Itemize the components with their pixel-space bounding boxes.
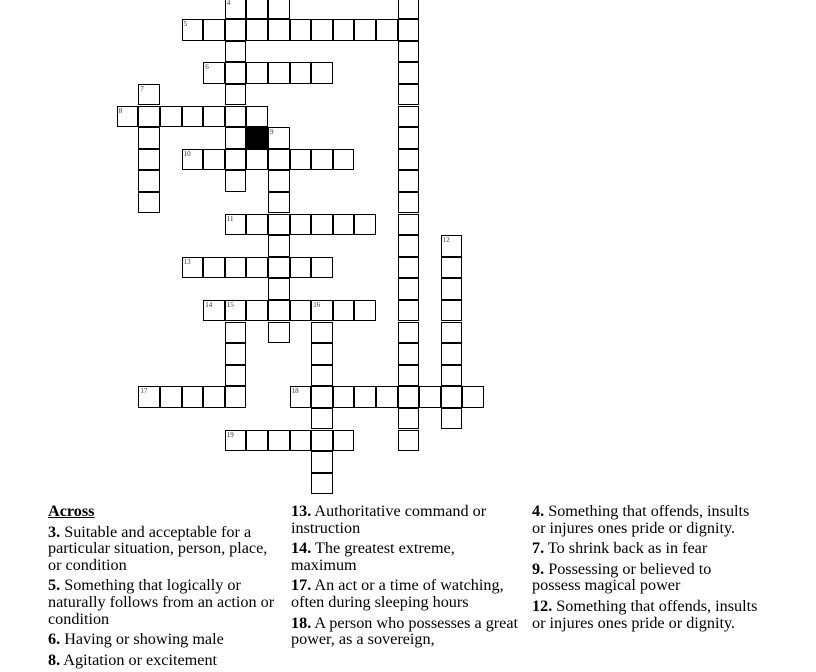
grid-cell[interactable]: [441, 408, 463, 430]
grid-cell[interactable]: [441, 278, 463, 300]
clue: [291, 577, 519, 610]
grid-cell[interactable]: [441, 235, 463, 257]
clue: [48, 524, 276, 574]
clues-column-1: [48, 503, 276, 672]
grid-cell[interactable]: [138, 149, 160, 171]
cell-number: 16: [313, 300, 321, 309]
grid-cell[interactable]: [225, 257, 247, 279]
grid-cell[interactable]: [246, 214, 268, 236]
clue-number: 4.: [532, 502, 545, 520]
grid-cell[interactable]: [182, 257, 204, 279]
grid-cell[interactable]: [462, 386, 484, 408]
grid-cell[interactable]: [225, 214, 247, 236]
grid-cell[interactable]: [290, 149, 312, 171]
grid-cell[interactable]: [246, 257, 268, 279]
grid-cell[interactable]: [268, 322, 290, 344]
grid-cell[interactable]: [160, 106, 182, 128]
grid-cell[interactable]: [203, 62, 225, 84]
grid-cell[interactable]: [398, 257, 420, 279]
clue: [291, 503, 519, 536]
grid-cell[interactable]: [225, 127, 247, 149]
grid-cell[interactable]: [225, 170, 247, 192]
clues-column-2: [291, 503, 519, 652]
grid-cell[interactable]: [268, 278, 290, 300]
grid-cell[interactable]: [268, 235, 290, 257]
grid-cell[interactable]: [225, 41, 247, 63]
clue-number: 13.: [291, 502, 312, 520]
grid-cell[interactable]: [290, 19, 312, 41]
clues-column-3: [532, 503, 760, 635]
grid-cell[interactable]: [398, 343, 420, 365]
grid-cell[interactable]: [225, 84, 247, 106]
clue-number: 5.: [48, 576, 61, 595]
grid-cell[interactable]: [376, 386, 398, 408]
grid-cell[interactable]: [441, 322, 463, 344]
grid-cell[interactable]: [225, 430, 247, 452]
grid-cell[interactable]: [311, 19, 333, 41]
grid-cell[interactable]: [333, 149, 355, 171]
cell-number: 9: [270, 128, 274, 137]
cell-number: 13: [183, 257, 191, 266]
grid-cell[interactable]: [225, 0, 247, 19]
grid-cell[interactable]: [268, 257, 290, 279]
grid-cell[interactable]: [203, 19, 225, 41]
grid-cell[interactable]: [311, 408, 333, 430]
grid-cell[interactable]: [376, 19, 398, 41]
grid-cell[interactable]: [398, 430, 420, 452]
grid-cell[interactable]: [138, 84, 160, 106]
cell-number: 10: [183, 149, 191, 158]
grid-cell[interactable]: [441, 300, 463, 322]
grid-cell[interactable]: [225, 149, 247, 171]
grid-cell[interactable]: [268, 192, 290, 214]
grid-cell[interactable]: [225, 300, 247, 322]
grid-cell[interactable]: [290, 62, 312, 84]
cell-number: 5: [183, 20, 188, 29]
grid-cell[interactable]: [333, 300, 355, 322]
grid-cell[interactable]: [441, 343, 463, 365]
grid-cell[interactable]: [398, 365, 420, 387]
grid-cell[interactable]: [268, 170, 290, 192]
cell-number: 14: [205, 300, 213, 309]
grid-cell[interactable]: [398, 408, 420, 430]
clue: [291, 540, 519, 573]
clue: [291, 615, 519, 648]
grid-cell[interactable]: [398, 235, 420, 257]
grid-cell[interactable]: [268, 300, 290, 322]
grid-cell[interactable]: [160, 386, 182, 408]
grid-cell[interactable]: [354, 300, 376, 322]
grid-cell[interactable]: [398, 84, 420, 106]
clue-number: 18.: [291, 613, 312, 632]
grid-cell[interactable]: [398, 170, 420, 192]
grid-cell[interactable]: [311, 149, 333, 171]
cell-number: 19: [226, 430, 234, 439]
grid-cell[interactable]: [138, 170, 160, 192]
grid-cell[interactable]: [268, 0, 290, 19]
grid-cell[interactable]: [290, 300, 312, 322]
clue-text: The greatest extreme, maximum: [291, 539, 455, 574]
clue-text: Suitable and acceptable for a particular situation, person, place, or condition: [48, 522, 268, 574]
grid-cell[interactable]: [398, 127, 420, 149]
grid-cell[interactable]: [311, 62, 333, 84]
grid-cell[interactable]: [203, 149, 225, 171]
grid-cell[interactable]: [311, 451, 333, 473]
grid-cell[interactable]: [246, 0, 268, 19]
cell-number: 11: [226, 214, 234, 223]
clue-text: Possessing or believed to possess magical power: [532, 559, 712, 595]
grid-cell[interactable]: [441, 386, 463, 408]
grid-cell[interactable]: [225, 386, 247, 408]
grid-cell[interactable]: [182, 106, 204, 128]
grid-cell[interactable]: [246, 62, 268, 84]
clue-text: Something that offends, insults or injures ones pride or dignity.: [532, 502, 750, 537]
grid-cell[interactable]: [290, 257, 312, 279]
grid-cell[interactable]: [246, 19, 268, 41]
grid-cell[interactable]: [311, 430, 333, 452]
grid-cell[interactable]: [311, 365, 333, 387]
cell-number: 12: [442, 236, 450, 245]
grid-cell[interactable]: [398, 386, 420, 408]
black-cell: [246, 127, 268, 149]
grid-cell[interactable]: [354, 214, 376, 236]
clue-number: 14.: [291, 539, 312, 558]
grid-cell[interactable]: [398, 300, 420, 322]
cell-number: 7: [140, 84, 144, 93]
grid-cell[interactable]: [268, 149, 290, 171]
grid-cell[interactable]: [182, 386, 204, 408]
cell-number: 8: [118, 106, 123, 115]
clue-text: Agitation or excitement: [63, 650, 218, 669]
grid-cell[interactable]: [441, 365, 463, 387]
grid-cell[interactable]: [398, 41, 420, 63]
grid-cell[interactable]: [398, 192, 420, 214]
clue-number: 17.: [291, 576, 312, 595]
grid-cell[interactable]: [311, 257, 333, 279]
grid-cell[interactable]: [225, 106, 247, 128]
grid-cell[interactable]: [268, 19, 290, 41]
grid-cell[interactable]: [311, 214, 333, 236]
clue: [532, 561, 760, 594]
clue-text: To shrink back as in fear: [547, 539, 708, 558]
grid-cell[interactable]: [138, 192, 160, 214]
grid-cell[interactable]: [225, 343, 247, 365]
grid-cell[interactable]: [246, 106, 268, 128]
grid-cell[interactable]: [117, 106, 139, 128]
cell-number: 18: [291, 387, 299, 396]
grid-cell[interactable]: [311, 322, 333, 344]
cell-number: 17: [140, 387, 148, 396]
grid-cell[interactable]: [311, 473, 333, 495]
across-heading: Across: [48, 502, 95, 520]
cell-number: 4: [226, 0, 231, 7]
grid-cell[interactable]: [268, 127, 290, 149]
clue-text: Something that logically or naturally follows from an action or condition: [48, 576, 275, 628]
clue-number: 7.: [532, 539, 545, 558]
grid-cell[interactable]: [203, 386, 225, 408]
grid-cell[interactable]: [333, 214, 355, 236]
grid-cell[interactable]: [268, 214, 290, 236]
grid-cell[interactable]: [225, 322, 247, 344]
clue-text: Having or showing male: [64, 630, 224, 649]
clue: [48, 631, 276, 648]
grid-cell[interactable]: [290, 386, 312, 408]
grid-cell[interactable]: [225, 365, 247, 387]
clue-number: 3.: [48, 522, 61, 541]
grid-cell[interactable]: [398, 214, 420, 236]
grid-cell[interactable]: [311, 300, 333, 322]
grid-cell[interactable]: [268, 62, 290, 84]
grid-cell[interactable]: [246, 149, 268, 171]
grid-cell[interactable]: [333, 19, 355, 41]
clue-number: 8.: [48, 650, 61, 669]
clue-number: 12.: [532, 596, 553, 615]
grid-cell[interactable]: [311, 386, 333, 408]
grid-cell[interactable]: [246, 430, 268, 452]
grid-cell[interactable]: [398, 0, 420, 19]
grid-cell[interactable]: [398, 106, 420, 128]
grid-cell[interactable]: [441, 257, 463, 279]
grid-cell[interactable]: [138, 106, 160, 128]
grid-cell[interactable]: [138, 386, 160, 408]
grid-cell[interactable]: [354, 386, 376, 408]
clue-text: Authoritative command or instruction: [291, 502, 487, 537]
grid-cell[interactable]: [398, 62, 420, 84]
grid-cell[interactable]: [138, 127, 160, 149]
grid-cell[interactable]: [333, 430, 355, 452]
grid-cell[interactable]: [398, 278, 420, 300]
clue: [532, 503, 760, 536]
grid-cell[interactable]: [354, 19, 376, 41]
grid-cell[interactable]: [398, 19, 420, 41]
clue-number: 6.: [48, 630, 61, 649]
grid-cell[interactable]: [290, 214, 312, 236]
grid-cell[interactable]: [246, 300, 268, 322]
grid-cell[interactable]: [398, 322, 420, 344]
cell-number: 6: [205, 63, 209, 72]
grid-cell[interactable]: [182, 149, 204, 171]
clue-text: A person who possesses a great power, as a sovereign,: [291, 613, 519, 649]
grid-cell[interactable]: [311, 343, 333, 365]
grid-cell[interactable]: [203, 257, 225, 279]
grid-cell[interactable]: [333, 386, 355, 408]
clue-text: Something that offends, insults or injures ones pride or dignity.: [532, 596, 758, 632]
clue: [532, 540, 760, 557]
grid-cell[interactable]: [203, 300, 225, 322]
clue-number: 9.: [532, 559, 545, 578]
grid-cell[interactable]: [225, 62, 247, 84]
grid-cell[interactable]: [182, 19, 204, 41]
clue-text: An act or a time of watching, often during sleeping hours: [291, 576, 504, 611]
clue: [48, 577, 276, 627]
grid-cell[interactable]: [268, 430, 290, 452]
cell-number: 15: [226, 300, 234, 309]
grid-cell[interactable]: [225, 19, 247, 41]
grid-cell[interactable]: [203, 106, 225, 128]
clue: [48, 652, 276, 669]
grid-cell[interactable]: [419, 386, 441, 408]
clue: [532, 598, 760, 631]
grid-cell[interactable]: [398, 149, 420, 171]
grid-cell[interactable]: [290, 430, 312, 452]
